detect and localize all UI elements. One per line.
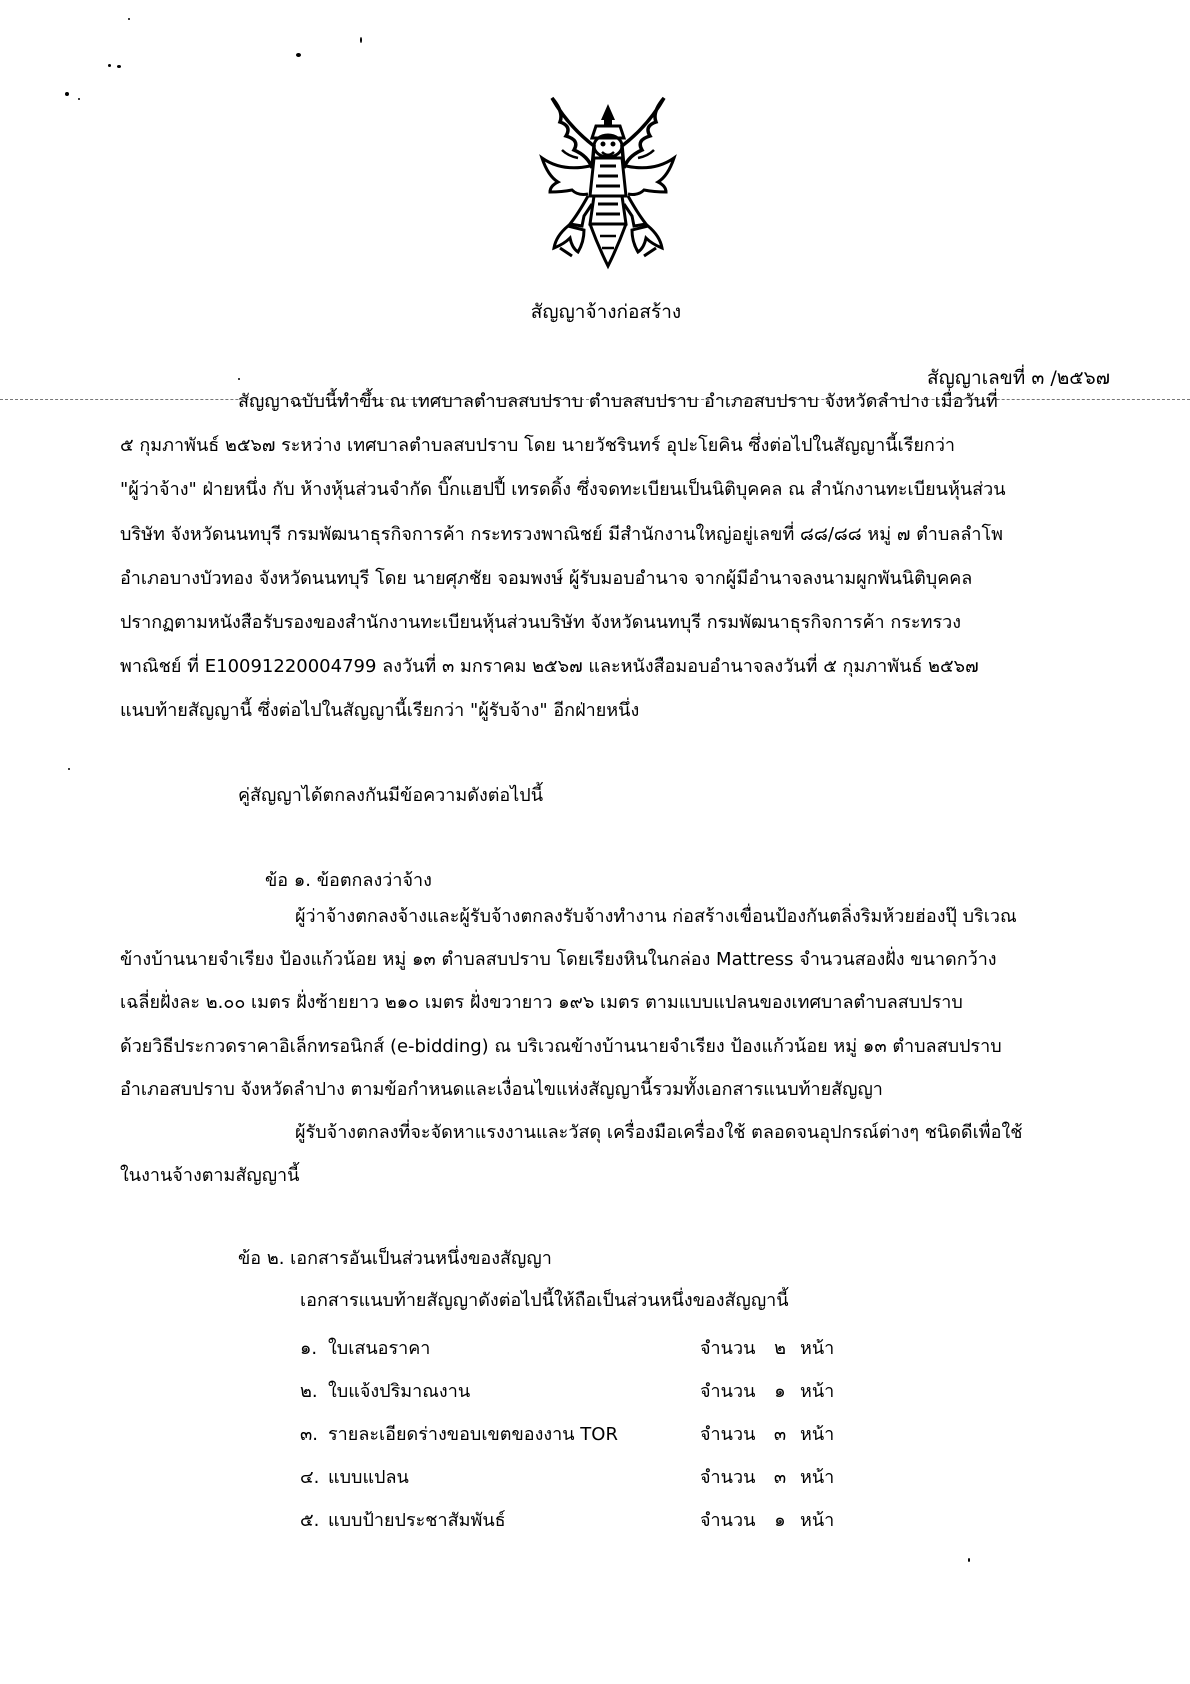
list-item (300, 1499, 840, 1542)
clause-1-line: เฉลี่ยฝั่งละ ๒.๐๐ เมตร ฝั่งซ้ายยาว ๒๑๐ เมตร ฝั่งขวายาว ๑๙๖ เมตร ตามแบบแปลนของเทศบาลตำบลสบปราบ (120, 992, 963, 1014)
item-quantity: ๑ (774, 1381, 786, 1402)
document-title: สัญญาจ้างก่อสร้าง (530, 301, 682, 323)
clause-2-intro: เอกสารแนบท้ายสัญญาดังต่อไปนี้ให้ถือเป็นส่วนหนึ่งของสัญญานี้ (300, 1290, 789, 1311)
clause-1-text: ผู้รับจ้างตกลงที่จะจัดหาแรงงานและวัสดุ เครื่องมือเครื่องใช้ ตลอดจนอุปกรณ์ต่างๆ ชนิดดีเพื่อใช้ (295, 1122, 1023, 1144)
clause-1-line (120, 1111, 1115, 1154)
clause-1-line (120, 895, 1115, 938)
list-item (300, 1456, 840, 1499)
item-unit: หน้า (800, 1510, 835, 1531)
clause-1-line: ข้างบ้านนายจำเรียง ป้องแก้วน้อย หมู่ ๑๓ ตำบลสบปราบ โดยเรียงหินในกล่อง Mattress จำนวนสองฝั่ง ขนาดกว้าง (120, 949, 997, 971)
item-number: ๑. (300, 1338, 318, 1359)
preamble-line: พาณิชย์ ที่ E10091220004799 ลงวันที่ ๓ มกราคม ๒๕๖๗ และหนังสือมอบอำนาจลงวันที่ ๕ กุมภาพันธ์ ๒๕๖๗ (120, 656, 979, 678)
scan-speck (108, 64, 111, 67)
preamble-line: อำเภอบางบัวทอง จังหวัดนนทบุรี โดย นายศุภชัย จอมพงษ์ ผู้รับมอบอำนาจ จากผู้มีอำนาจลงนามผูกพันนิติบุคคล (120, 567, 973, 589)
clause-2-heading: ข้อ ๒. เอกสารอันเป็นส่วนหนึ่งของสัญญา (238, 1248, 552, 1269)
item-name: ใบเสนอราคา (328, 1338, 431, 1359)
item-number: ๔. (300, 1467, 320, 1488)
preamble-line: "ผู้ว่าจ้าง" ฝ่ายหนึ่ง กับ ห้างหุ้นส่วนจำกัด บิ๊กแฮปปี้ เทรดดิ้ง ซึ่งจดทะเบียนเป็นนิติบุคคล ณ สำนักงานทะเบียนหุ้นส่วน (120, 479, 1006, 501)
item-quantity: ๓ (773, 1424, 787, 1445)
item-name: แบบป้ายประชาสัมพันธ์ (328, 1510, 506, 1531)
list-item (300, 1370, 840, 1413)
item-name: ใบแจ้งปริมาณงาน (328, 1381, 471, 1402)
item-quantity: ๒ (774, 1338, 786, 1359)
contract-number: สัญญาเลขที่ ๓ /๒๕๖๗ (926, 367, 1110, 389)
item-number: ๒. (300, 1381, 318, 1402)
item-quantity: ๓ (773, 1467, 787, 1488)
preamble-line (120, 380, 1115, 424)
item-count-label: จำนวน (700, 1510, 756, 1531)
scan-speck (78, 98, 80, 100)
preamble-line: แนบท้ายสัญญานี้ ซึ่งต่อไปในสัญญานี้เรียกว่า "ผู้รับจ้าง" อีกฝ่ายหนึ่ง (120, 700, 640, 722)
preamble-paragraph (120, 380, 1115, 734)
scan-speck (968, 1558, 970, 1562)
scan-speck (296, 53, 301, 57)
preamble-line: ปรากฏตามหนังสือรับรองของสำนักงานทะเบียนหุ้นส่วนบริษัท จังหวัดนนทบุรี กรมพัฒนาธุรกิจการค้า กระทรวง (120, 612, 962, 634)
clause-1-text: ผู้ว่าจ้างตกลงจ้างและผู้รับจ้างตกลงรับจ้างทำงาน ก่อสร้างเขื่อนป้องกันตลิ่งริมห้วยฮ่องปุ๊ บริเวณ (295, 906, 1017, 927)
item-count-label: จำนวน (700, 1338, 756, 1359)
item-quantity: ๑ (774, 1510, 786, 1531)
item-count-label: จำนวน (700, 1424, 756, 1445)
preamble-line: บริษัท จังหวัดนนทบุรี กรมพัฒนาธุรกิจการค้า กระทรวงพาณิชย์ มีสำนักงานใหญ่อยู่เลขที่ ๘๘/๘๘ หมู่ ๗ ตำบลลำโพ (120, 523, 1004, 545)
scan-speck (68, 768, 70, 770)
item-unit: หน้า (800, 1338, 835, 1359)
scan-speck (117, 65, 121, 68)
list-item (300, 1413, 840, 1456)
scan-speck (128, 18, 130, 20)
item-unit: หน้า (800, 1467, 835, 1488)
item-name: แบบแปลน (328, 1467, 409, 1488)
item-unit: หน้า (800, 1381, 835, 1402)
attached-documents-list (300, 1327, 840, 1542)
list-item (300, 1327, 840, 1370)
garuda-emblem-icon (538, 96, 678, 276)
scan-speck (360, 37, 362, 43)
item-number: ๓. (300, 1424, 319, 1445)
agreement-intro: คู่สัญญาได้ตกลงกันมีข้อความดังต่อไปนี้ (238, 785, 544, 806)
clause-1-line: ด้วยวิธีประกวดราคาอิเล็กทรอนิกส์ (e-bidding) ณ บริเวณข้างบ้านนายจำเรียง ป้องแก้วน้อย หมู่ ๑๓ ตำบลสบปราบ (120, 1035, 1002, 1057)
clause-1-line: อำเภอสบปราบ จังหวัดลำปาง ตามข้อกำหนดและเงื่อนไขแห่งสัญญานี้รวมทั้งเอกสารแนบท้ายสัญญา (120, 1078, 883, 1100)
item-count-label: จำนวน (700, 1381, 756, 1402)
clause-1-body (120, 895, 1115, 1197)
preamble-text: สัญญาฉบับนี้ทำขึ้น ณ เทศบาลตำบลสบปราบ ตำบลสบปราบ อำเภอสบปราบ จังหวัดลำปาง เมื่อวันที่ (238, 391, 998, 412)
item-name: รายละเอียดร่างขอบเขตของงาน TOR (328, 1424, 618, 1445)
item-number: ๕. (300, 1510, 320, 1531)
preamble-line: ๕ กุมภาพันธ์ ๒๕๖๗ ระหว่าง เทศบาลตำบลสบปราบ โดย นายวัชรินทร์ อุปะโยคิน ซึ่งต่อไปในสัญญานี้เรียกว่า (120, 435, 956, 457)
clause-1-line: ในงานจ้างตามสัญญานี้ (120, 1165, 300, 1187)
item-count-label: จำนวน (700, 1467, 756, 1488)
clause-1-heading: ข้อ ๑. ข้อตกลงว่าจ้าง (265, 870, 432, 891)
scan-speck (65, 92, 69, 96)
item-unit: หน้า (800, 1424, 835, 1445)
